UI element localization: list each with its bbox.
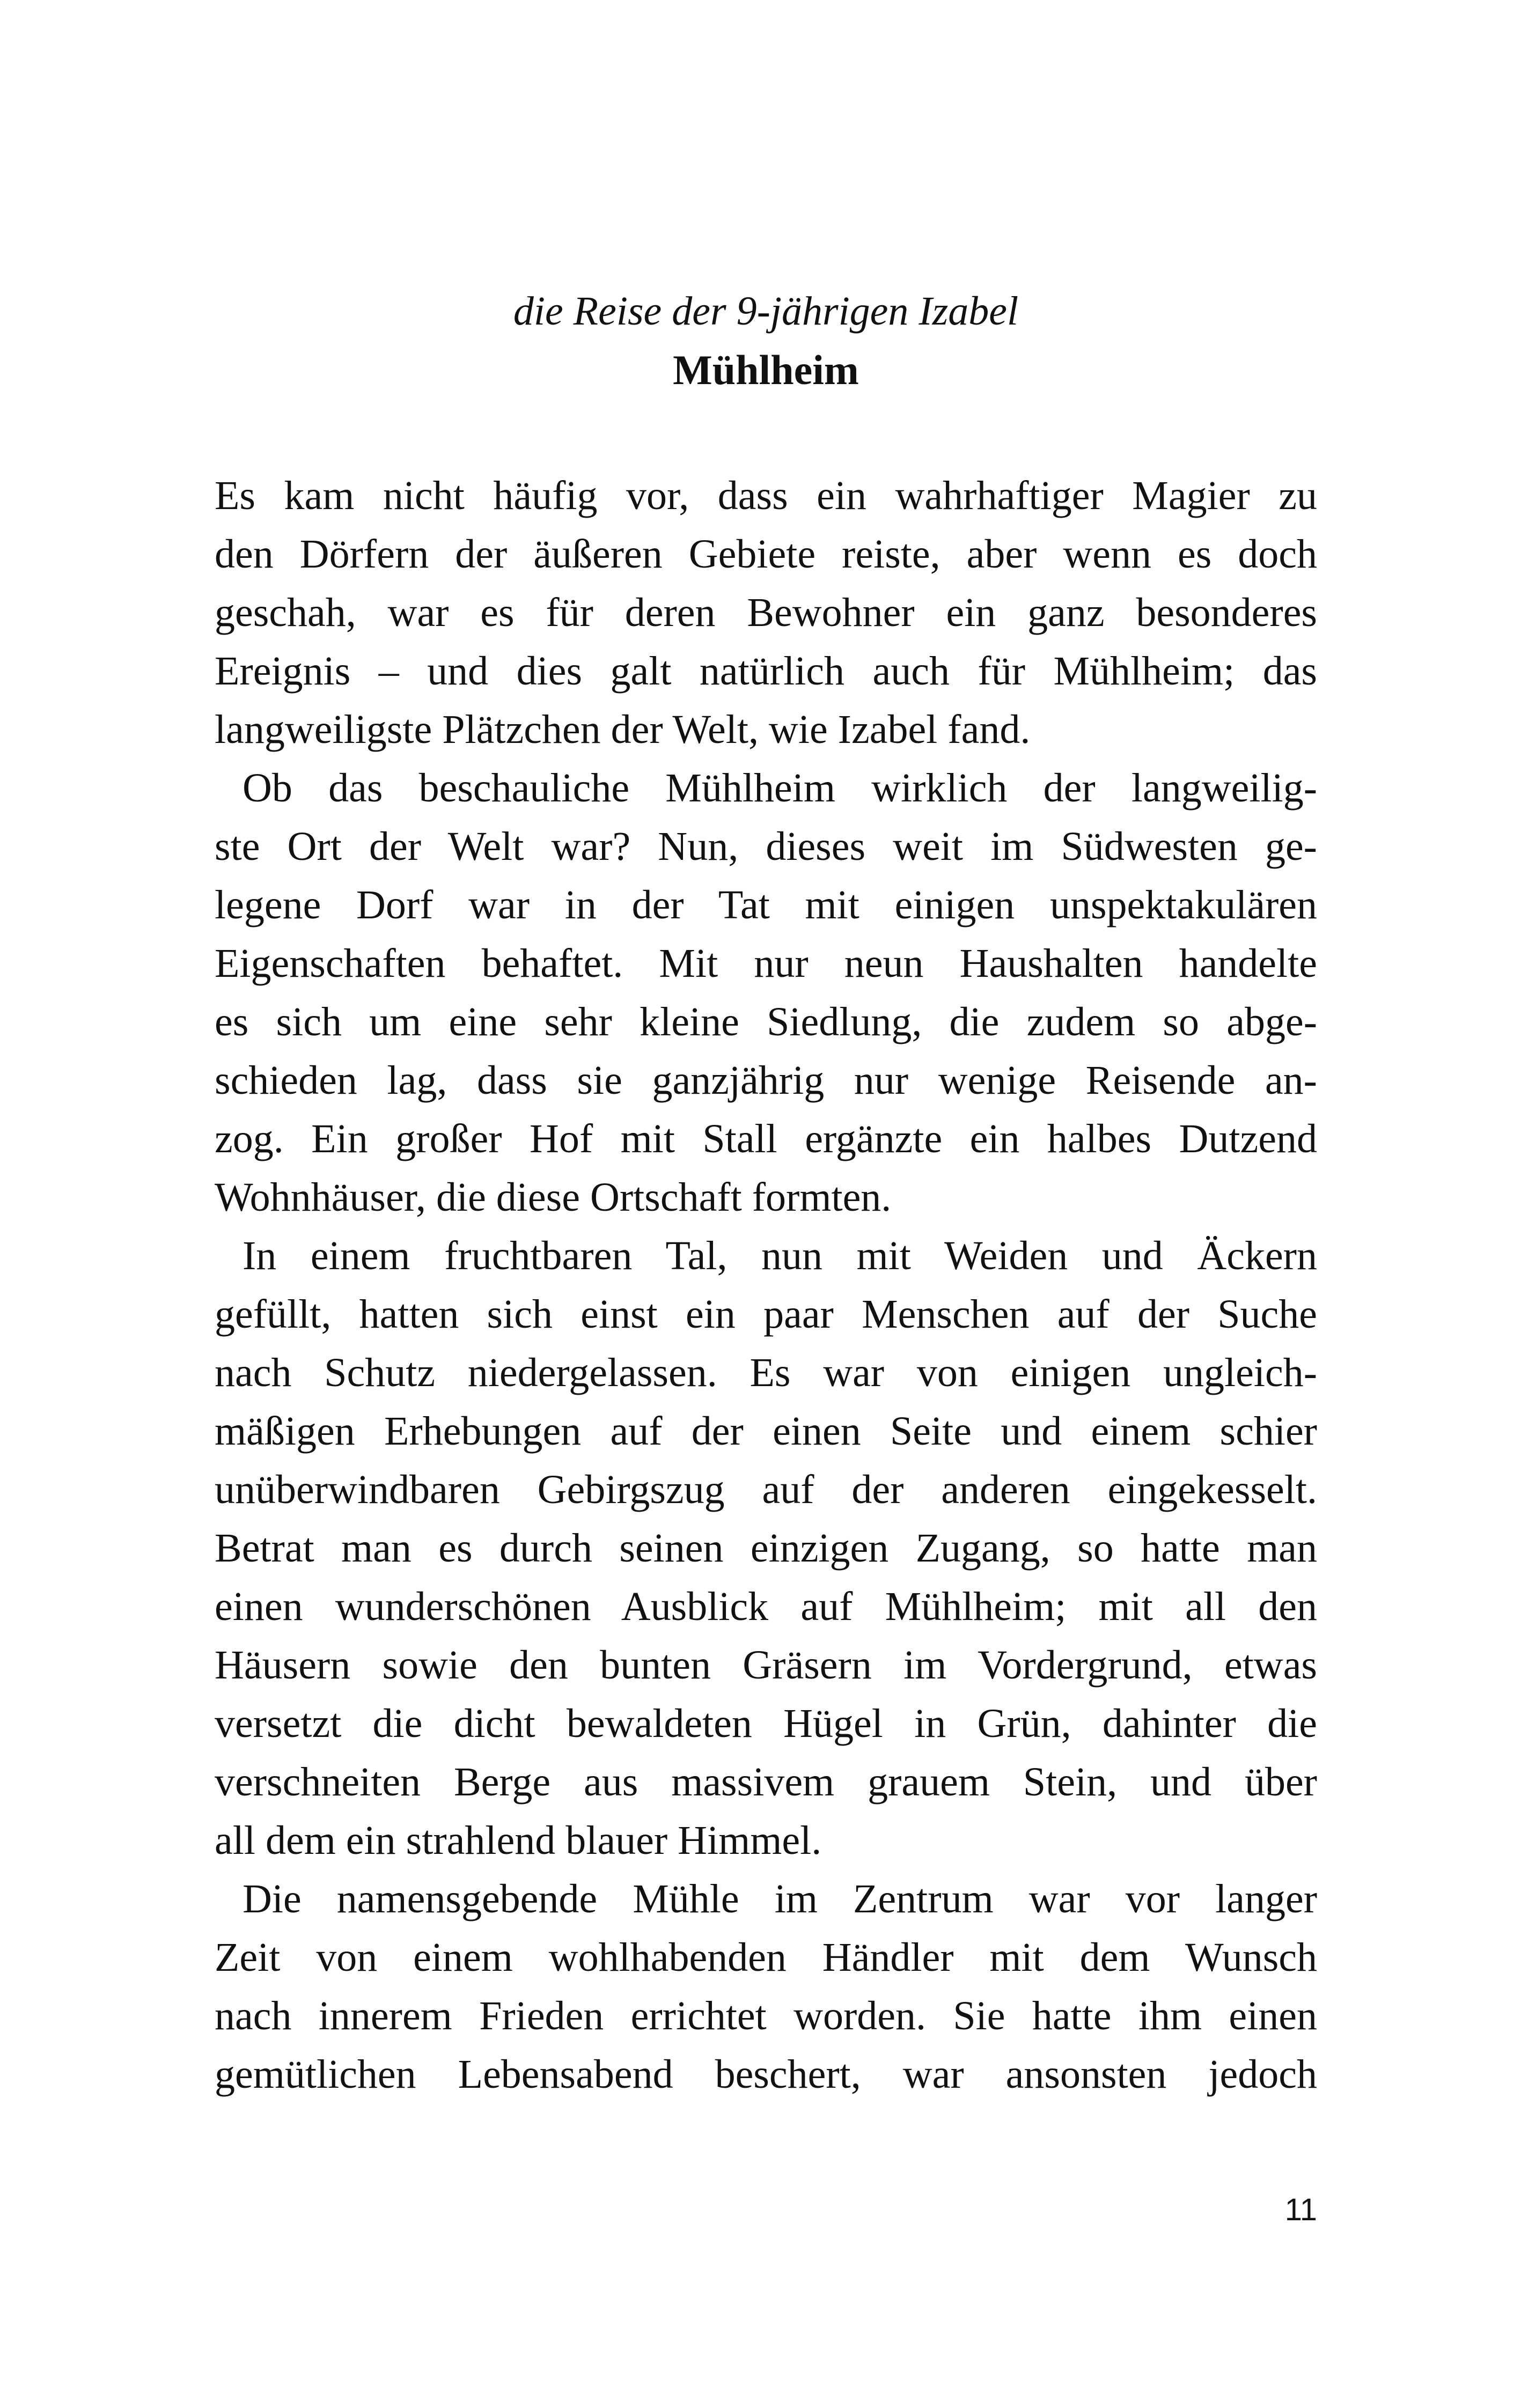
text-line: gefüllt, hatten sich einst ein paar Menschen auf der Suche — [215, 1292, 1317, 1337]
paragraph-2 — [215, 759, 1317, 1227]
text-line: den Dörfern der äußeren Gebiete reiste, aber wenn es doch — [215, 532, 1317, 577]
text-line: Es kam nicht häufig vor, dass ein wahrhaftiger Magier zu — [215, 473, 1317, 518]
text-line: mäßigen Erhebungen auf der einen Seite und einem schier — [215, 1409, 1317, 1454]
text-line: langweiligste Plätzchen der Welt, wie Izabel fand. — [215, 707, 1031, 752]
text-line: Wohnhäuser, die diese Ortschaft formten. — [215, 1175, 892, 1220]
text-line: nach innerem Frieden errichtet worden. Sie hatte ihm einen — [215, 1993, 1317, 2038]
text-line: Die namensgebende Mühle im Zentrum war vor langer — [243, 1876, 1317, 1921]
text-line: einen wunderschönen Ausblick auf Mühlheim; mit all den — [215, 1584, 1317, 1629]
paragraph-1 — [215, 467, 1317, 759]
text-line: Ereignis – und dies galt natürlich auch für Mühlheim; das — [215, 649, 1317, 694]
text-line: es sich um eine sehr kleine Siedlung, die zudem so abge- — [215, 999, 1317, 1044]
chapter-title: Mühlheim — [673, 347, 859, 393]
chapter-subtitle: die Reise der 9-jährigen Izabel — [513, 289, 1019, 334]
text-line: legene Dorf war in der Tat mit einigen unspektakulären — [215, 882, 1317, 927]
text-line: Betrat man es durch seinen einzigen Zugang, so hatte man — [215, 1526, 1317, 1571]
text-line: In einem fruchtbaren Tal, nun mit Weiden und Äckern — [243, 1233, 1317, 1278]
page-number: 11 — [1284, 2192, 1317, 2227]
text-line: all dem ein strahlend blauer Himmel. — [215, 1818, 822, 1863]
text-line: Eigenschaften behaftet. Mit nur neun Haushalten handelte — [215, 941, 1317, 986]
paragraph-4 — [215, 1870, 1317, 2104]
text-line: ste Ort der Welt war? Nun, dieses weit im Südwesten ge- — [215, 824, 1317, 869]
text-line: nach Schutz niedergelassen. Es war von einigen ungleich- — [215, 1350, 1317, 1395]
text-line: verschneiten Berge aus massivem grauem Stein, und über — [215, 1759, 1317, 1805]
text-line: Häusern sowie den bunten Gräsern im Vordergrund, etwas — [215, 1643, 1317, 1688]
text-line: zog. Ein großer Hof mit Stall ergänzte ein halbes Dutzend — [215, 1116, 1317, 1161]
text-line: Ob das beschauliche Mühlheim wirklich der langweilig- — [243, 765, 1317, 811]
text-line: unüberwindbaren Gebirgszug auf der anderen eingekesselt. — [215, 1467, 1317, 1512]
text-line: schieden lag, dass sie ganzjährig nur wenige Reisende an- — [215, 1058, 1317, 1103]
text-line: versetzt die dicht bewaldeten Hügel in Grün, dahinter die — [215, 1701, 1317, 1746]
body-text — [215, 467, 1317, 2104]
text-line: Zeit von einem wohlhabenden Händler mit dem Wunsch — [215, 1935, 1317, 1980]
text-line: gemütlichen Lebensabend beschert, war ansonsten jedoch — [215, 2052, 1317, 2097]
paragraph-3 — [215, 1227, 1317, 1870]
text-line: geschah, war es für deren Bewohner ein ganz besonderes — [215, 590, 1317, 635]
